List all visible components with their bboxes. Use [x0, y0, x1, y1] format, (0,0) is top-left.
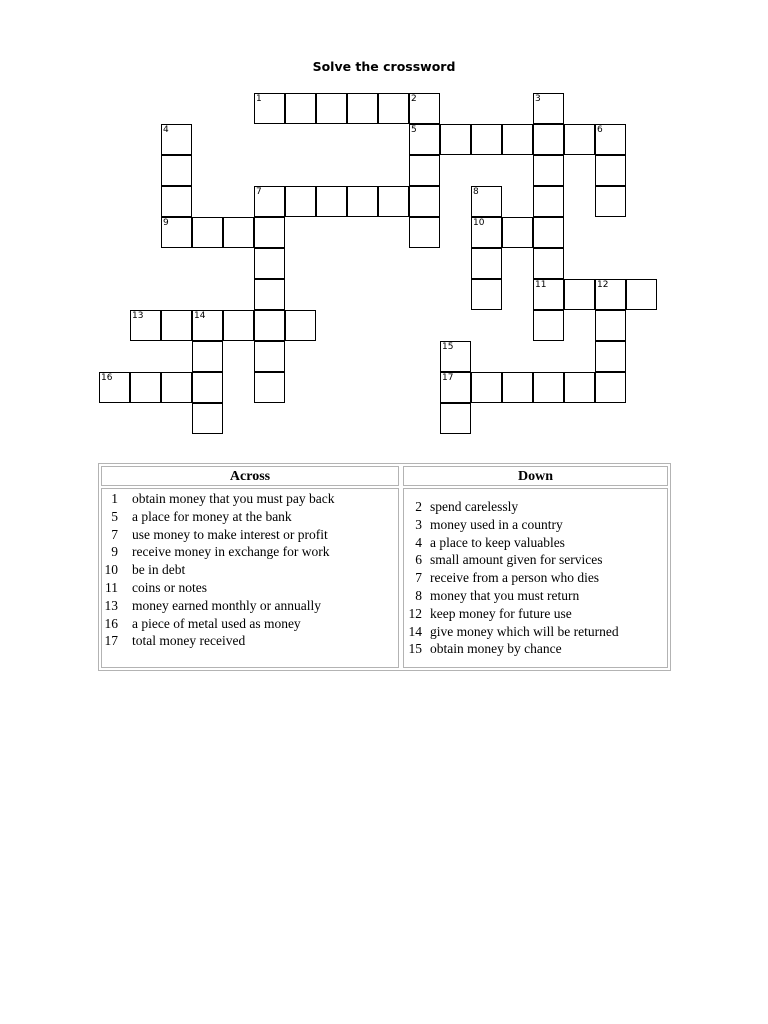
crossword-cell[interactable]: [471, 248, 502, 279]
crossword-cell[interactable]: [595, 124, 626, 155]
clue-number: 4: [415, 534, 422, 550]
crossword-cell[interactable]: [595, 279, 626, 310]
across-column: [101, 466, 399, 668]
crossword-cell[interactable]: [99, 372, 130, 403]
crossword-cell[interactable]: [192, 372, 223, 403]
clue-text: money used in a country: [430, 516, 563, 532]
crossword-cell[interactable]: [533, 372, 564, 403]
across-clue: [102, 561, 398, 579]
across-clue: [102, 508, 398, 526]
crossword-cell[interactable]: [533, 310, 564, 341]
crossword-cell[interactable]: [533, 124, 564, 155]
clue-number: 11: [535, 280, 547, 290]
clue-text: obtain money by chance: [430, 641, 562, 657]
clue-number: 3: [535, 94, 541, 104]
clue-text: keep money for future use: [430, 605, 572, 621]
clue-number: 15: [442, 342, 454, 352]
crossword-cell[interactable]: [409, 93, 440, 124]
clue-text: receive from a person who dies: [430, 570, 600, 586]
crossword-cell[interactable]: [254, 217, 285, 248]
across-clue: [102, 579, 398, 597]
across-heading: Across: [101, 466, 399, 486]
clue-number: 4: [163, 125, 169, 135]
down-clue: [404, 498, 667, 516]
crossword-cell[interactable]: [254, 279, 285, 310]
crossword-cell[interactable]: [285, 186, 316, 217]
crossword-cell[interactable]: [502, 372, 533, 403]
crossword-cell[interactable]: [254, 186, 285, 217]
clue-text: be in debt: [132, 562, 186, 578]
crossword-cell[interactable]: [161, 217, 192, 248]
clue-number: 7: [111, 526, 118, 542]
crossword-cell[interactable]: [254, 310, 285, 341]
down-clue-list: [403, 488, 668, 668]
clue-number: 10: [473, 218, 485, 228]
crossword-cell[interactable]: [192, 341, 223, 372]
down-clue: [404, 623, 667, 641]
clue-number: 5: [411, 125, 417, 135]
across-clue: [102, 526, 398, 544]
clue-number: 7: [256, 187, 262, 197]
down-clue: [404, 516, 667, 534]
clue-number: 8: [415, 588, 422, 603]
clue-number: 17: [104, 633, 118, 649]
crossword-cell[interactable]: [440, 372, 471, 403]
crossword-cell[interactable]: [347, 186, 378, 217]
down-clue: [404, 551, 667, 569]
crossword-cell[interactable]: [471, 124, 502, 155]
down-column: [403, 466, 668, 668]
crossword-cell[interactable]: [626, 279, 657, 310]
clue-number: 13: [104, 597, 118, 613]
clue-text: use money to make interest or profit: [132, 526, 328, 542]
crossword-cell[interactable]: [316, 93, 347, 124]
clue-number: 17: [442, 373, 454, 383]
clue-number: 1: [111, 491, 118, 506]
crossword-cell[interactable]: [378, 93, 409, 124]
crossword-cell[interactable]: [254, 341, 285, 372]
clue-number: 6: [415, 552, 422, 568]
down-heading: Down: [403, 466, 668, 486]
page-title: Solve the crossword: [312, 59, 456, 74]
crossword-cell[interactable]: [130, 372, 161, 403]
clue-text: a place for money at the bank: [132, 508, 292, 524]
across-clue: [102, 490, 398, 508]
crossword-cell[interactable]: [564, 279, 595, 310]
crossword-cell[interactable]: [409, 155, 440, 186]
crossword-cell[interactable]: [533, 279, 564, 310]
clue-number: 16: [104, 615, 118, 631]
crossword-cell[interactable]: [254, 372, 285, 403]
clue-number: 9: [111, 544, 118, 560]
clue-text: receive money in exchange for work: [132, 544, 330, 560]
crossword-cell[interactable]: [595, 155, 626, 186]
crossword-cell[interactable]: [130, 310, 161, 341]
clue-number: 11: [105, 580, 118, 595]
crossword-cell[interactable]: [223, 310, 254, 341]
crossword-cell[interactable]: [347, 93, 378, 124]
clue-number: 2: [415, 499, 422, 514]
clue-number: 13: [132, 311, 144, 321]
crossword-cell[interactable]: [533, 93, 564, 124]
clue-number: 5: [111, 508, 118, 524]
across-clue: [102, 597, 398, 615]
crossword-cell[interactable]: [192, 310, 223, 341]
crossword-cell[interactable]: [471, 217, 502, 248]
clue-text: small amount given for services: [430, 552, 603, 568]
clue-text: coins or notes: [132, 580, 207, 595]
crossword-cell[interactable]: [595, 341, 626, 372]
crossword-cell[interactable]: [440, 403, 471, 434]
clue-number: 14: [194, 311, 206, 321]
clue-text: total money received: [132, 633, 246, 649]
crossword-cell[interactable]: [595, 310, 626, 341]
crossword-cell[interactable]: [471, 372, 502, 403]
crossword-cell[interactable]: [595, 186, 626, 217]
crossword-cell[interactable]: [378, 186, 409, 217]
clue-number: 12: [408, 605, 422, 621]
crossword-cell[interactable]: [409, 186, 440, 217]
down-clue: [404, 534, 667, 552]
crossword-cell[interactable]: [564, 124, 595, 155]
clue-text: a piece of metal used as money: [132, 615, 301, 631]
across-clue-list: [101, 488, 399, 668]
clue-number: 14: [408, 623, 422, 639]
crossword-cell[interactable]: [502, 124, 533, 155]
crossword-cell[interactable]: [161, 124, 192, 155]
clue-text: spend carelessly: [430, 499, 519, 514]
crossword-cell[interactable]: [223, 217, 254, 248]
crossword-cell[interactable]: [440, 124, 471, 155]
clue-number: 12: [597, 280, 609, 290]
crossword-cell[interactable]: [533, 155, 564, 186]
crossword-cell[interactable]: [192, 403, 223, 434]
crossword-grid: [0, 0, 768, 460]
clue-number: 16: [101, 373, 113, 383]
clue-number: 7: [415, 570, 422, 586]
crossword-cell[interactable]: [409, 124, 440, 155]
crossword-cell[interactable]: [285, 93, 316, 124]
crossword-cell[interactable]: [533, 248, 564, 279]
down-clue: [404, 569, 667, 587]
crossword-cell[interactable]: [254, 93, 285, 124]
crossword-cell[interactable]: [161, 372, 192, 403]
crossword-cell[interactable]: [409, 217, 440, 248]
down-clue: [404, 640, 667, 658]
crossword-cell[interactable]: [533, 217, 564, 248]
clue-number: 10: [104, 562, 118, 578]
clues-table: [98, 463, 671, 671]
clue-number: 8: [473, 187, 479, 197]
across-clue: [102, 615, 398, 633]
clue-text: a place to keep valuables: [430, 534, 565, 550]
crossword-cell[interactable]: [161, 155, 192, 186]
across-clue: [102, 632, 398, 650]
crossword-cell[interactable]: [595, 372, 626, 403]
clue-text: money that you must return: [430, 588, 580, 603]
clue-number: 6: [597, 125, 603, 135]
across-clue: [102, 543, 398, 561]
down-clue: [404, 587, 667, 605]
crossword-cell[interactable]: [533, 186, 564, 217]
clue-text: give money which will be returned: [430, 623, 619, 639]
crossword-cell[interactable]: [564, 372, 595, 403]
crossword-cell[interactable]: [192, 217, 223, 248]
clue-text: obtain money that you must pay back: [132, 491, 335, 506]
clue-text: money earned monthly or annually: [132, 597, 321, 613]
clue-number: 15: [408, 641, 422, 657]
crossword-cell[interactable]: [316, 186, 347, 217]
crossword-cell[interactable]: [471, 279, 502, 310]
crossword-cell[interactable]: [502, 217, 533, 248]
crossword-cell[interactable]: [471, 186, 502, 217]
clue-number: 9: [163, 218, 169, 228]
crossword-cell[interactable]: [285, 310, 316, 341]
crossword-cell[interactable]: [254, 248, 285, 279]
clue-number: 1: [256, 94, 262, 104]
crossword-cell[interactable]: [161, 186, 192, 217]
crossword-cell[interactable]: [440, 341, 471, 372]
down-clue: [404, 605, 667, 623]
clue-number: 3: [415, 516, 422, 532]
clue-number: 2: [411, 94, 417, 104]
crossword-cell[interactable]: [161, 310, 192, 341]
